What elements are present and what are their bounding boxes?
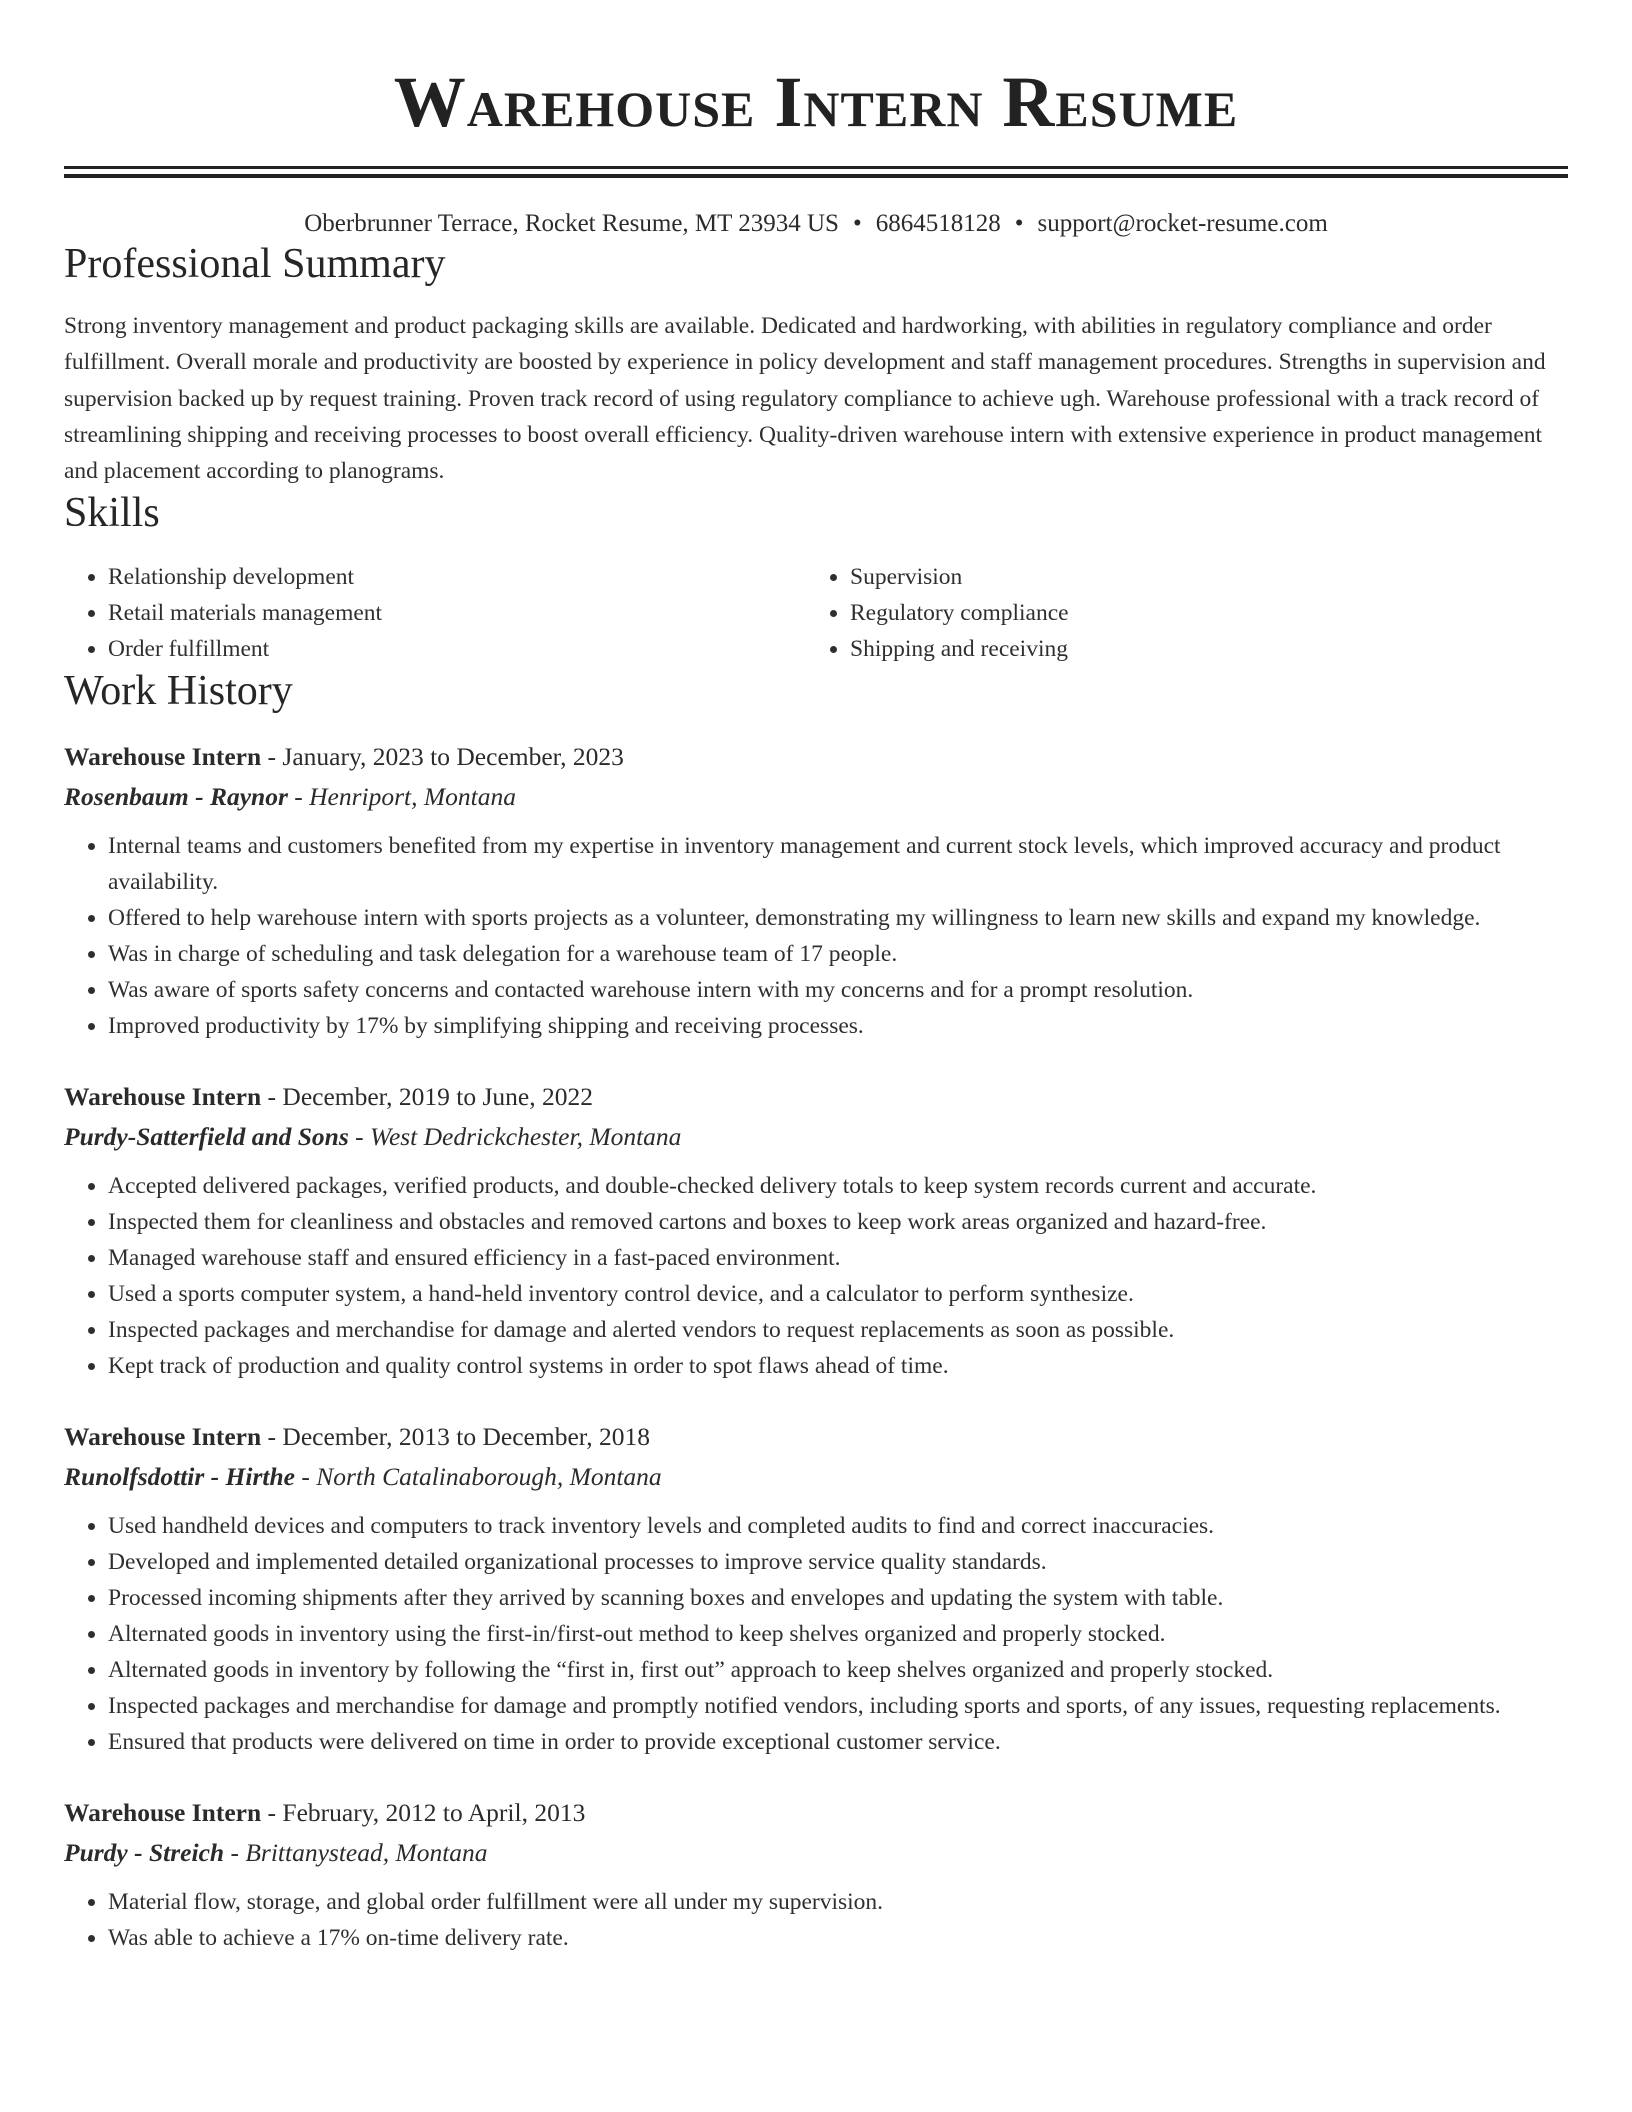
job-bullet: • Inspected packages and merchandise for damage and promptly notified vendors, including sports and sports, of any issues, requesting replacements. (108, 1688, 1568, 1724)
skills-list (64, 559, 1568, 667)
job-bullet: • Was in charge of scheduling and task delegation for a warehouse team of 17 people. (108, 936, 1568, 972)
company-line (64, 1460, 1568, 1494)
skill-item: • Shipping and receiving (850, 631, 1548, 667)
job-bullet: • Internal teams and customers benefited from my expertise in inventory management and current stock levels, which improved accuracy and product availability. (108, 828, 1568, 900)
contact-separator: • (1014, 210, 1024, 237)
job-bullet: • Ensured that products were delivered on time in order to provide exceptional customer service. (108, 1724, 1568, 1760)
job-bullet: • Used a sports computer system, a hand-held inventory control device, and a calculator to perform synthesize. (108, 1276, 1568, 1312)
contact-address: Oberbrunner Terrace, Rocket Resume, MT 23934 US (304, 210, 839, 237)
job-dates: - December, 2019 to June, 2022 (261, 1082, 593, 1112)
job-bullet: • Alternated goods in inventory by following the “first in, first out” approach to keep shelves organized and properly stocked. (108, 1652, 1568, 1688)
skills-heading: Skills (64, 490, 160, 537)
job-bullet: • Improved productivity by 17% by simplifying shipping and receiving processes. (108, 1008, 1568, 1044)
work-history-heading: Work History (64, 668, 293, 715)
job-title: Warehouse Intern (64, 1082, 262, 1112)
company-line (64, 1836, 1568, 1870)
job-bullet: • Was aware of sports safety concerns and contacted warehouse intern with my concerns and for a prompt resolution. (108, 972, 1568, 1008)
job-dates: - February, 2012 to April, 2013 (261, 1798, 586, 1828)
job-dates: - January, 2023 to December, 2023 (261, 742, 624, 772)
job-title-line (64, 1796, 1568, 1830)
job-title-line (64, 1420, 1568, 1454)
job-bullet: • Processed incoming shipments after they arrived by scanning boxes and envelopes and updating the system with table. (108, 1580, 1568, 1616)
title-divider (64, 166, 1568, 178)
job-bullet: • Kept track of production and quality control systems in order to spot flaws ahead of time. (108, 1348, 1568, 1384)
job-bullet: • Accepted delivered packages, verified products, and double-checked delivery totals to keep system records current and accurate. (108, 1168, 1568, 1204)
job-bullet: • Alternated goods in inventory using the first-in/first-out method to keep shelves organized and properly stocked. (108, 1616, 1568, 1652)
company-location: - Brittanystead, Montana (224, 1838, 488, 1868)
skill-item: • Relationship development (108, 559, 806, 595)
company-name: Runolfsdottir - Hirthe (64, 1462, 295, 1492)
skill-item: • Supervision (850, 559, 1548, 595)
job-bullet: • Managed warehouse staff and ensured efficiency in a fast-paced environment. (108, 1240, 1568, 1276)
resume-title: Warehouse Intern Resume (393, 62, 1239, 142)
skills-column-right (806, 559, 1548, 667)
job-bullet: • Was able to achieve a 17% on-time delivery rate. (108, 1920, 1568, 1956)
job-bullets (64, 828, 1568, 1044)
company-name: Rosenbaum - Raynor (64, 782, 288, 812)
contact-phone: 6864518128 (875, 210, 1001, 237)
job-bullets (64, 1168, 1568, 1384)
company-line (64, 780, 1568, 814)
company-name: Purdy-Satterfield and Sons (64, 1122, 349, 1152)
job-entry (64, 1080, 1568, 1384)
job-bullet: • Used handheld devices and computers to track inventory levels and completed audits to find and correct inaccuracies. (108, 1508, 1568, 1544)
job-title: Warehouse Intern (64, 1422, 262, 1452)
contact-line (64, 208, 1568, 240)
skill-item: • Retail materials management (108, 595, 806, 631)
skill-item: • Regulatory compliance (850, 595, 1548, 631)
job-bullet: • Inspected them for cleanliness and obstacles and removed cartons and boxes to keep work areas organized and hazard-free. (108, 1204, 1568, 1240)
job-bullet: • Offered to help warehouse intern with sports projects as a volunteer, demonstrating my willingness to learn new skills and expand my knowledge. (108, 900, 1568, 936)
company-location: - North Catalinaborough, Montana (294, 1462, 662, 1492)
resume-page (64, 0, 1568, 1956)
job-bullet: • Inspected packages and merchandise for damage and alerted vendors to request replacements as soon as possible. (108, 1312, 1568, 1348)
job-title-line (64, 740, 1568, 774)
job-title: Warehouse Intern (64, 742, 262, 772)
skills-column-left (64, 559, 806, 667)
job-bullet: • Material flow, storage, and global order fulfillment were all under my supervision. (108, 1884, 1568, 1920)
company-location: - Henriport, Montana (287, 782, 516, 812)
company-location: - West Dedrickchester, Montana (348, 1122, 682, 1152)
job-entry (64, 1420, 1568, 1760)
job-entry (64, 1796, 1568, 1956)
contact-email: support@rocket-resume.com (1037, 210, 1328, 237)
job-title: Warehouse Intern (64, 1798, 262, 1828)
job-bullet: • Developed and implemented detailed organizational processes to improve service quality standards. (108, 1544, 1568, 1580)
skill-item: • Order fulfillment (108, 631, 806, 667)
job-bullets (64, 1508, 1568, 1760)
job-entry (64, 740, 1568, 1044)
contact-separator: • (852, 210, 862, 237)
job-title-line (64, 1080, 1568, 1114)
job-bullets (64, 1884, 1568, 1956)
summary-text: Strong inventory management and product packaging skills are available. Dedicated and hardworking, with abilities in regulatory compliance and order fulfillment. Overall morale and productivity are boosted by experience in policy development and staff management procedures. Strengths in supervision and supervision backed up by request training. Proven track record of using regulatory compliance to achieve ugh. Warehouse professional with a track record of streamlining shipping and receiving processes to boost overall efficiency. Quality-driven warehouse intern with extensive experience in product management and placement according to planograms. (64, 313, 1546, 485)
job-dates: - December, 2013 to December, 2018 (261, 1422, 650, 1452)
company-name: Purdy - Streich (64, 1838, 225, 1868)
summary-heading: Professional Summary (64, 241, 446, 287)
company-line (64, 1120, 1568, 1154)
